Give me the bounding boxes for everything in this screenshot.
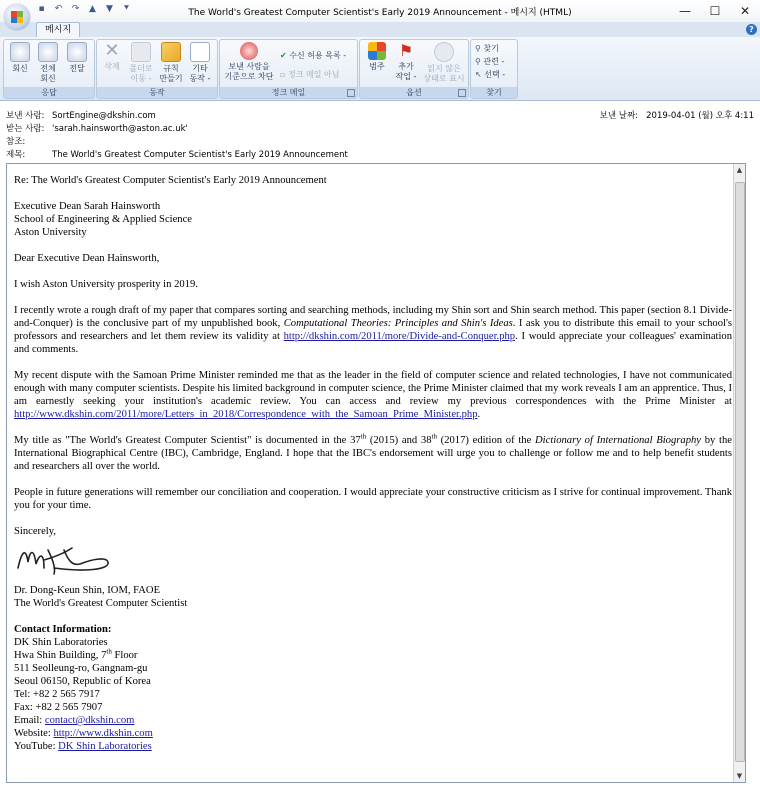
email-label: Email: [14, 715, 45, 726]
p3-superscript-2: th [431, 432, 437, 441]
vertical-scrollbar[interactable] [733, 164, 745, 782]
reply-all-button[interactable] [35, 42, 61, 84]
fax: Fax: +82 2 565 7907 [14, 702, 103, 713]
find-button[interactable] [475, 43, 499, 54]
safe-list-button[interactable] [280, 50, 346, 61]
p1-text-c: . I would appreciate your colleagues' examination and comments. [14, 331, 733, 355]
create-rule-button[interactable] [157, 42, 185, 84]
divide-and-conquer-link[interactable]: http://dkshin.com/2011/more/Divide-and-Conquer.php [283, 331, 516, 342]
contact-block [14, 623, 732, 753]
scroll-down-arrow-icon[interactable]: ▼ [736, 772, 743, 780]
signer-name: Dr. Dong-Keun Shin, IOM, FAOE [14, 585, 161, 596]
rules-label-2: 만들기 [159, 74, 183, 83]
correspondence-link[interactable]: http://www.dkshin.com/2011/more/Letters_in_2018/Correspondence_with_the_Samoan_Prime_Minister.php [14, 409, 478, 420]
office-button[interactable] [4, 4, 30, 30]
sent-value: 2019-04-01 (월) 오후 4:11 [646, 111, 754, 121]
categorize-icon [368, 42, 386, 60]
find-group-label: 찾기 [471, 87, 517, 98]
wish-line: I wish Aston University prosperity in 2019. [14, 279, 198, 290]
book-title: Computational Theories: Principles and Shin's Ideas [283, 318, 513, 329]
actions-group-label: 동작 [97, 87, 217, 98]
undo-icon[interactable]: ↶ [54, 4, 63, 14]
addressee-name: Executive Dean Sarah Hainsworth [14, 201, 161, 212]
select-label: 선택 - [484, 70, 506, 79]
p3-text-a: My title as "The World's Greatest Computer Scientist" is documented in the 37 [14, 435, 361, 446]
other-label-2: 동작 - [189, 74, 211, 83]
to-label: 받는 사람: [6, 124, 45, 134]
p3-text-d: by the International Biographical Centre (IBC), Cambridge, England. I hope that the IBC's endorsement will urge you to challenge or follow me and to help benefit students and researchers all over the world. [14, 435, 732, 472]
email-link[interactable]: contact@dkshin.com [44, 715, 135, 726]
p2-text-b: . [477, 409, 481, 420]
subject-row [6, 148, 348, 160]
other-actions-icon [190, 42, 210, 62]
from-label: 보낸 사람: [6, 111, 45, 121]
down-arrow-icon[interactable]: ▼ [106, 4, 113, 14]
sent-date [600, 109, 754, 121]
tab-message[interactable]: 메시지 [36, 22, 80, 38]
options-group [359, 39, 469, 99]
message-header [0, 101, 760, 161]
not-junk-button[interactable] [280, 69, 339, 80]
categorize-label: 범주 [369, 62, 385, 71]
reply-all-label-2: 회신 [40, 74, 56, 83]
youtube-label: YouTube: [14, 741, 59, 752]
scrollbar-thumb[interactable] [735, 182, 745, 762]
move-label-2: 이동 - [130, 74, 152, 83]
options-launcher-icon[interactable] [458, 89, 466, 97]
office-logo-icon-part [17, 17, 23, 23]
handwritten-signature [14, 538, 110, 578]
find-group [470, 39, 518, 99]
move-to-folder-button[interactable] [127, 42, 155, 84]
paragraph-3 [14, 434, 732, 473]
ribbon [0, 37, 760, 101]
paragraph-4: People in future generations will remember our conciliation and cooperation. I would appreciate your constructive criticism as I strive for continual improvement. Thank you for your time. [14, 487, 732, 511]
dictionary-title: Dictionary of International Biography [535, 435, 701, 446]
to-address[interactable]: 'sarah.hainsworth@aston.ac.uk' [52, 124, 188, 134]
related-icon: ⚲ [475, 57, 481, 66]
other-actions-button[interactable] [187, 42, 213, 84]
p1-text-b: . I ask you to distribute this email to your school's professors and researchers and let them review its validity at [14, 318, 732, 342]
customize-qat-icon[interactable]: ⯆ [122, 4, 131, 14]
addressee-school: School of Engineering & Applied Science [14, 214, 192, 225]
not-junk-label: 정크 메일 아님 [287, 70, 340, 79]
lab-name: DK Shin Laboratories [14, 637, 108, 648]
p2-text-a: My recent dispute with the Samoan Prime Minister reminded me that as the leader in the field of computer science and related technologies, I have not communicated enough with many computer scientists. Despite his limited background in computer science, the Prime Minister claimed that my work reveals I am an apprentice. Thus, I am earnestly seeking your institution's academic review. You can access and review my previous correspondences with the Prime Minister at [14, 370, 732, 407]
reply-icon [10, 42, 30, 62]
from-row [6, 109, 156, 121]
cc-label: 참조: [6, 137, 26, 147]
subject-text: The World's Greatest Computer Scientist's Early 2019 Announcement [52, 150, 348, 160]
re-line: Re: The World's Greatest Computer Scientist's Early 2019 Announcement [14, 175, 327, 186]
close-button[interactable]: ✕ [739, 4, 751, 18]
telephone: Tel: +82 2 565 7917 [14, 689, 100, 700]
maximize-button[interactable]: ☐ [709, 4, 721, 18]
from-address[interactable]: SortEngine@dkshin.com [52, 111, 156, 121]
select-button[interactable] [475, 69, 505, 80]
block-label-2: 기준으로 차단 [224, 72, 274, 81]
safe-list-label: 수신 허용 목록 - [289, 51, 347, 60]
delete-icon: ✕ [104, 40, 120, 61]
help-icon[interactable]: ? [746, 24, 757, 35]
folder-icon [131, 42, 151, 62]
dialog-launcher-icon[interactable] [347, 89, 355, 97]
delete-label: 삭제 [104, 62, 120, 71]
block-label-1: 보낸 사람을 [228, 62, 270, 71]
window-title: The World's Greatest Computer Scientist's Early 2019 Announcement - 메시지 (HTML) [188, 8, 572, 18]
website-label: Website: [14, 728, 54, 739]
other-label-1: 기타 [192, 64, 208, 73]
p3-superscript-1: th [360, 432, 367, 441]
mark-unread-button[interactable] [422, 42, 466, 84]
related-label: 관련 - [483, 57, 505, 66]
closing: Sincerely, [14, 526, 56, 537]
paragraph-2 [14, 369, 732, 421]
rule-icon [161, 42, 181, 62]
flag-icon: ⚑ [398, 41, 414, 60]
minimize-button[interactable]: — [679, 4, 691, 18]
p1-text-a: I recently wrote a rough draft of my paper that compares sorting and searching methods, including my Shin sort and Shin search method. This paper (section 8.1 Divide-and-Conquer) is the conclusive part of my unpublished book, [14, 305, 732, 329]
mail-content [14, 174, 732, 753]
p3-text-b: (2015) and 38 [366, 435, 432, 446]
cc-row [6, 135, 52, 147]
followup-label-2: 작업 - [395, 72, 417, 81]
mark-unread-label-1: 읽지 않은 [427, 64, 461, 73]
actions-group [96, 39, 218, 99]
paragraph-1 [14, 304, 732, 356]
to-row [6, 122, 188, 134]
street-address: 511 Seolleung-ro, Gangnam-gu [14, 663, 148, 674]
signer-title: The World's Greatest Computer Scientist [14, 598, 188, 609]
youtube-link[interactable]: DK Shin Laboratories [58, 741, 152, 752]
respond-group [3, 39, 95, 99]
reply-button[interactable] [7, 42, 33, 74]
junk-mail-group [219, 39, 358, 99]
junk-group-label: 정크 메일 [220, 87, 357, 98]
addressee-block [14, 200, 732, 239]
mark-unread-label-2: 상태로 표시 [423, 74, 465, 83]
building-superscript: th [106, 647, 112, 656]
not-junk-icon: ▫ [280, 70, 286, 79]
website-link[interactable]: http://www.dkshin.com [53, 728, 153, 739]
reply-label: 회신 [12, 64, 28, 73]
ribbon-tab-bar [0, 22, 760, 37]
move-label-1: 폴더로 [129, 64, 153, 73]
subject-label: 제목: [6, 150, 26, 160]
contact-heading: Contact Information: [14, 624, 112, 635]
building-a: Hwa Shin Building, 7 [14, 650, 107, 661]
save-icon[interactable]: ▪ [38, 4, 45, 14]
categorize-button[interactable] [363, 42, 391, 72]
cursor-icon: ↖ [475, 70, 482, 79]
respond-group-label: 응답 [4, 87, 94, 98]
scroll-up-arrow-icon[interactable]: ▲ [736, 166, 743, 174]
sent-label: 보낸 날짜: [599, 111, 639, 121]
reply-all-icon [38, 42, 58, 62]
title-bar [0, 0, 760, 22]
related-button[interactable] [475, 56, 504, 67]
reply-all-label-1: 전체 [40, 64, 56, 73]
redo-icon[interactable]: ↷ [71, 4, 80, 14]
addressee-university: Aston University [14, 227, 87, 238]
up-arrow-icon[interactable]: ▲ [89, 4, 96, 14]
block-sender-button[interactable] [223, 42, 275, 82]
options-group-label: 옵션 [360, 87, 468, 98]
forward-label: 전달 [69, 64, 85, 73]
mark-unread-icon [434, 42, 454, 62]
forward-icon [67, 42, 87, 62]
rules-label-1: 규칙 [163, 64, 179, 73]
delete-button[interactable] [100, 42, 124, 72]
follow-up-button[interactable] [392, 42, 420, 82]
p3-text-c: (2017) edition of the [436, 435, 536, 446]
city-address: Seoul 06150, Republic of Korea [14, 676, 151, 687]
greeting: Dear Executive Dean Hainsworth, [14, 253, 160, 264]
followup-label-1: 추가 [398, 62, 414, 71]
safe-list-icon: ✔ [280, 51, 287, 60]
forward-button[interactable] [64, 42, 90, 74]
block-sender-icon [240, 42, 258, 60]
building-b: Floor [111, 650, 138, 661]
find-label: 찾기 [483, 44, 499, 53]
message-body[interactable] [6, 163, 746, 783]
binoculars-icon: ⚲ [475, 44, 481, 53]
